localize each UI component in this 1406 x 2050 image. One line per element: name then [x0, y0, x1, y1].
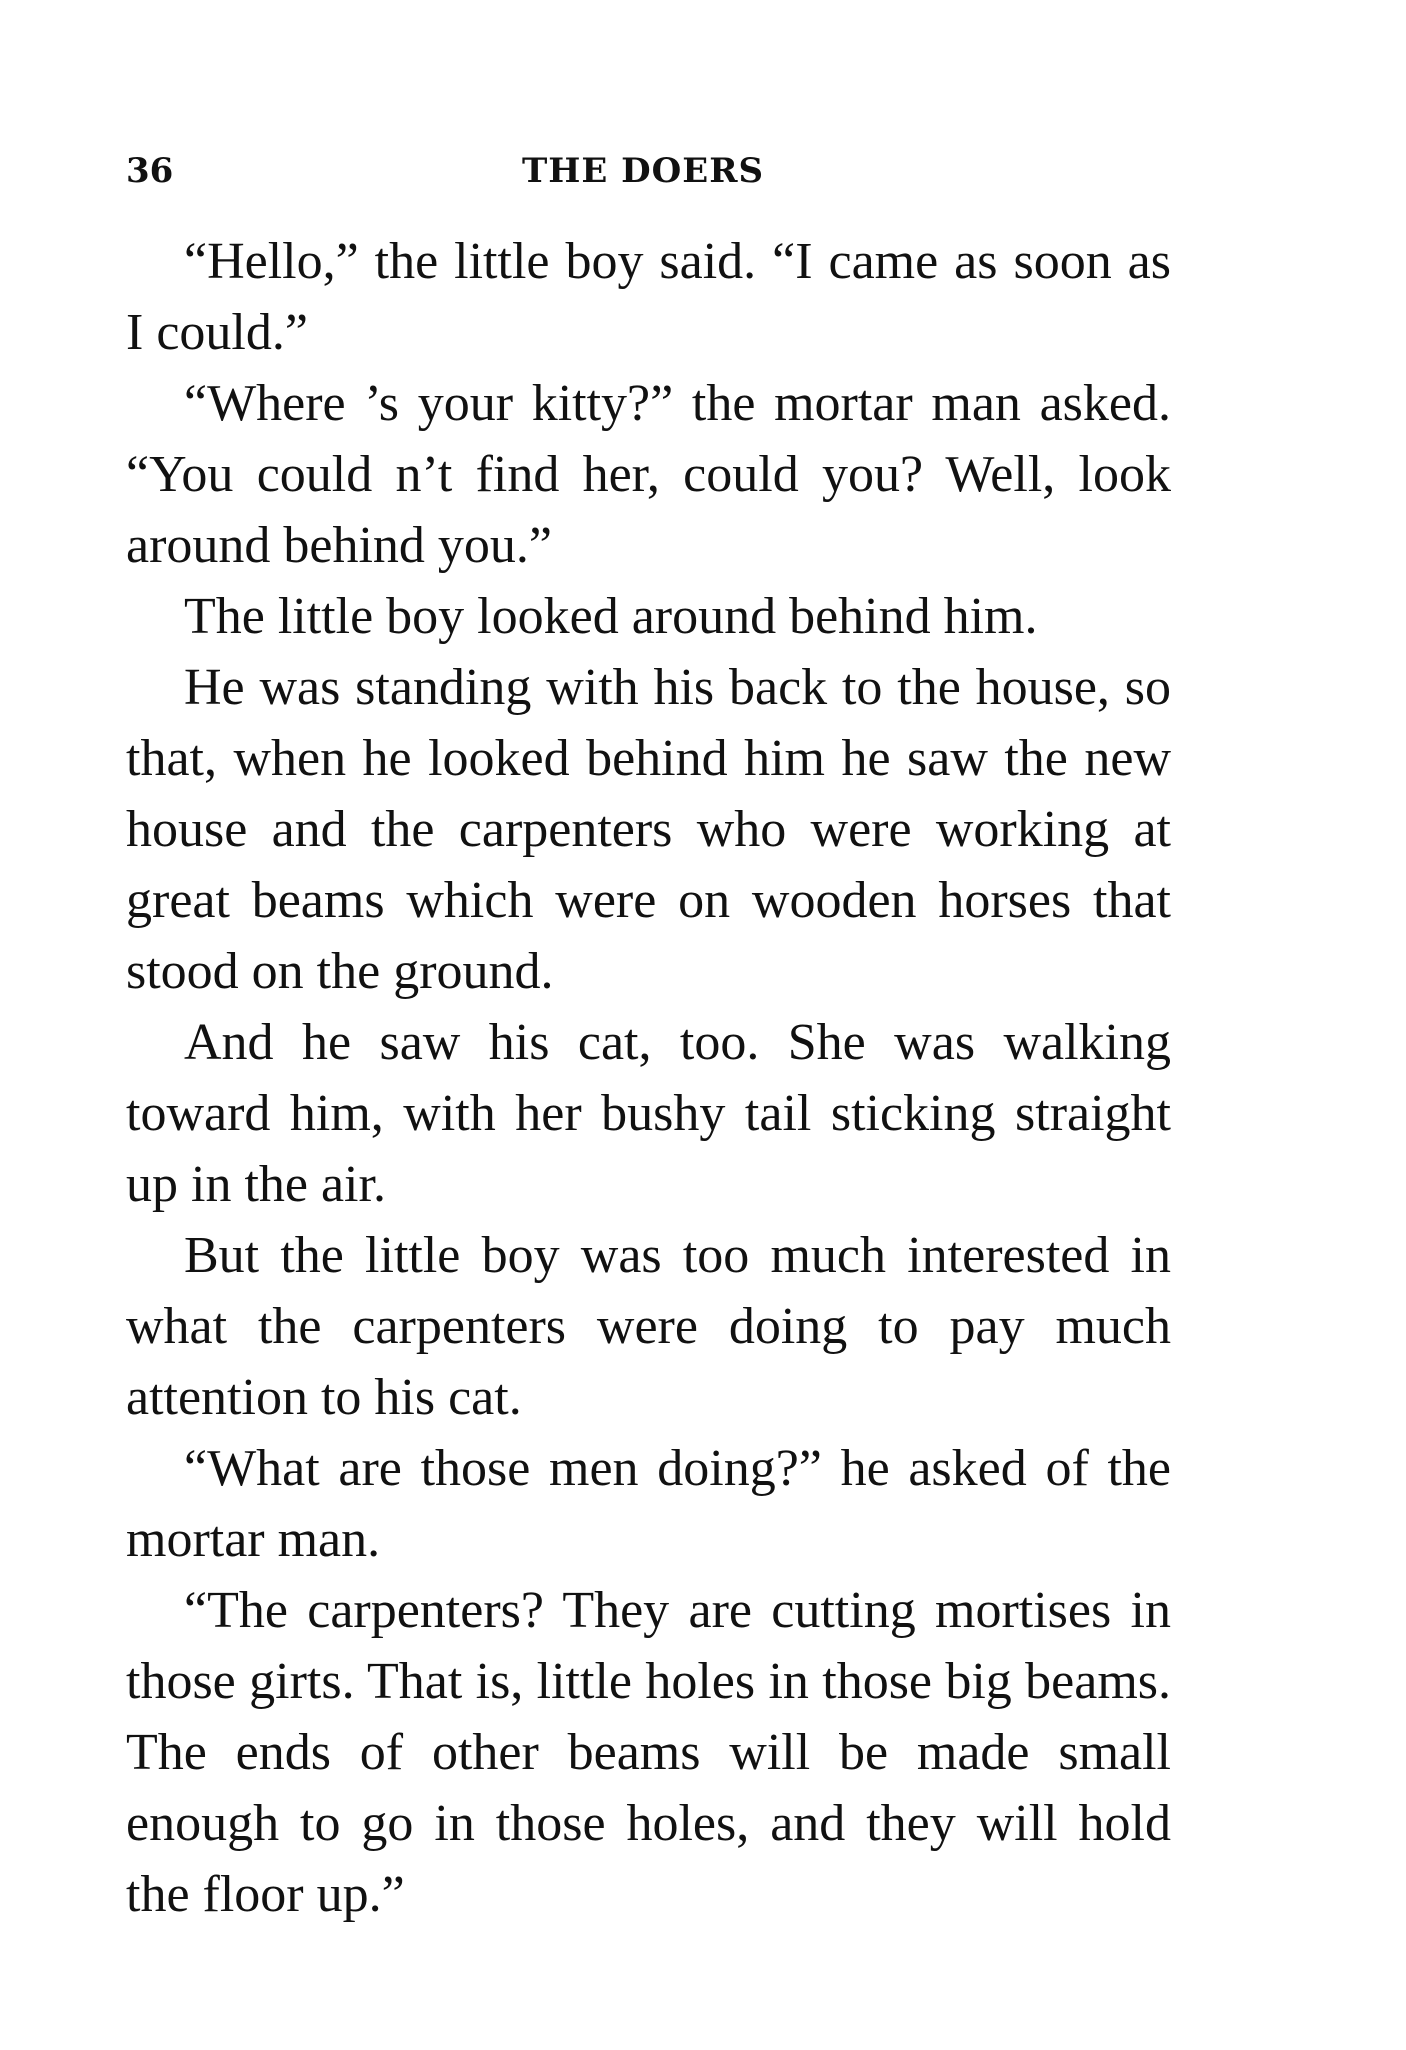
paragraph-where-kitty: “Where ’s your kitty?” the mortar man asked. “You could n’t find her, could you? Well, look around behind you.”: [126, 375, 1171, 574]
body-text: [126, 226, 1171, 1930]
paragraph-what-doing: “What are those men doing?” he asked of the mortar man.: [126, 1440, 1171, 1568]
running-title: THE DOERS: [522, 151, 765, 191]
running-head: [126, 146, 1171, 196]
page-number: 36: [126, 151, 174, 191]
paragraph-looked-around: The little boy looked around behind him.: [184, 588, 1038, 645]
paragraph-interested: But the little boy was too much interested in what the carpenters were doing to pay much attention to his cat.: [126, 1227, 1171, 1426]
paragraph-standing: He was standing with his back to the house, so that, when he looked behind him he saw the new house and the carpenters who were working at great beams which were on wooden horses that stood on the ground.: [126, 659, 1171, 1000]
paragraph-hello: “Hello,” the little boy said. “I came as soon as I could.”: [126, 233, 1171, 361]
paragraph-saw-cat: And he saw his cat, too. She was walking toward him, with her bushy tail sticking straight up in the air.: [126, 1014, 1171, 1213]
paragraph-carpenters: “The carpenters? They are cutting mortises in those girts. That is, little holes in those big beams. The ends of other beams will be made small enough to go in those holes, and they will hold the floor up.”: [126, 1582, 1171, 1923]
